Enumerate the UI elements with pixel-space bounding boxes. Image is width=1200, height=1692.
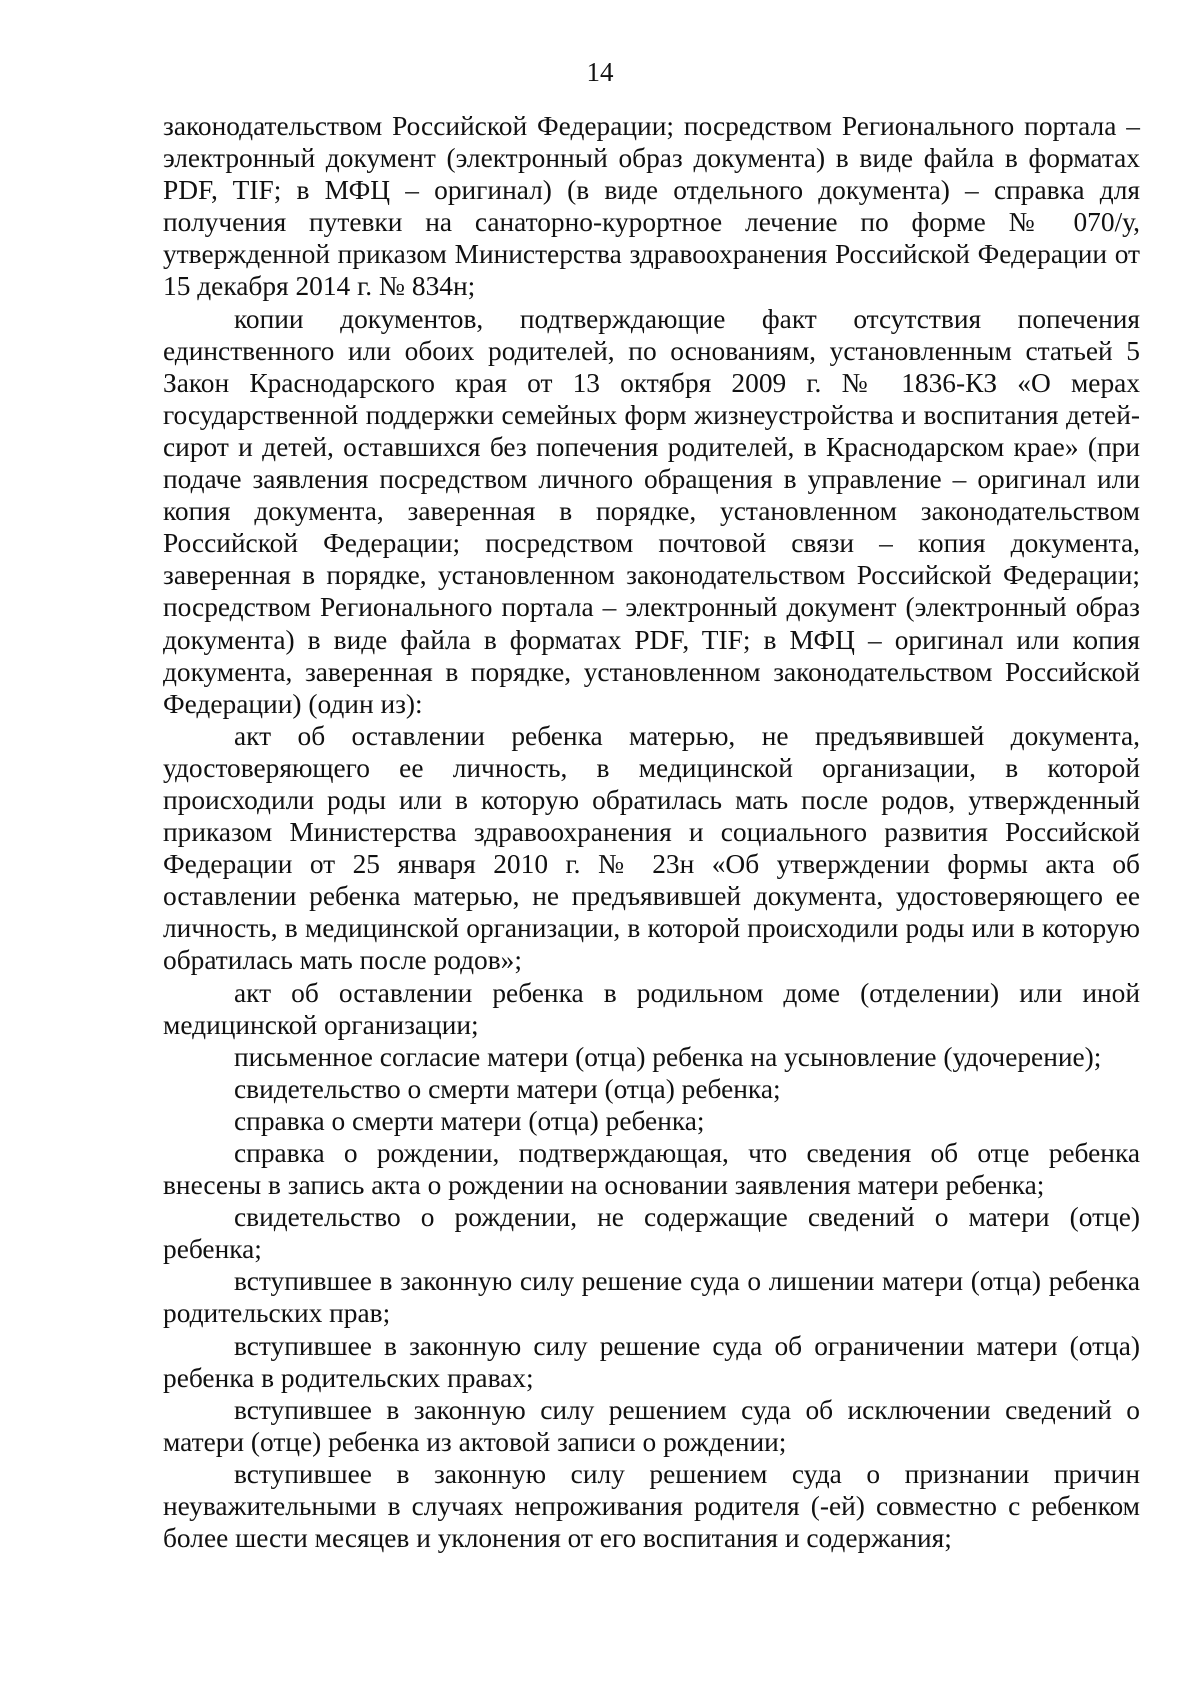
list-item-restriction-ruling: вступившее в законную силу решение суда об ограничении матери (отца) ребенка в родительских правах; [163, 1330, 1140, 1393]
paragraph-continuation: законодательством Российской Федерации; посредством Регионального портала – электронный документ (электронный образ документа) в виде файла в форматах PDF, TIF; в МФЦ – оригинал) (в виде отдельного документа) – справка для получения путевки на санаторно-курортное лечение по форме № 070/у, утвержденной приказом Министерства здравоохранения Российской Федерации от 15 декабря 2014 г. № 834н; [163, 111, 1140, 302]
list-item-absence-ruling: вступившее в законную силу решением суда о признании причин неуважительными в случаях непроживания родителя (-ей) совместно с ребенком более шести месяцев и уклонения от его воспитания и содержания; [163, 1458, 1140, 1554]
list-item-death-note: справка о смерти матери (отца) ребенка; [234, 1105, 705, 1136]
page-number: 14 [586, 57, 614, 87]
list-item-abandonment-act: акт об оставлении ребенка матерью, не предъявившей документа, удостоверяющего ее личность, в медицинской организации, в которой происходили роды или в которую обратилась мать после родов, утвержденный приказом Министерства здравоохранения и социального развития Российской Федерации от 25 января 2010 г. № 23н «Об утверждении формы акта об оставлении ребенка матерью, не предъявившей документа, удостоверяющего ее личность, в медицинской организации, в которой происходили роды или в которую обратилась мать после родов»; [163, 720, 1140, 976]
list-item-deprivation-ruling: вступившее в законную силу решение суда о лишении матери (отца) ребенка родительских прав; [163, 1266, 1140, 1329]
paragraph-document-copies: копии документов, подтверждающие факт отсутствия попечения единственного или обоих родителей, по основаниям, установленным статьей 5 Закон Краснодарского края от 13 октября 2009 г. № 1836-КЗ «О мерах государственной поддержки семейных форм жизнеустройства и воспитания детей-сирот и детей, оставшихся без попечения родителей, в Краснодарском крае» (при подаче заявления посредством личного обращения в управление – оригинал или копия документа, заверенная в порядке, установленном законодательством Российской Федерации; посредством почтовой связи – копия документа, заверенная в порядке, установленном законодательством Российской Федерации; посредством Регионального портала – электронный документ (электронный образ документа) в виде файла в форматах PDF, TIF; в МФЦ – оригинал или копия документа, заверенная в порядке, установленном законодательством Российской Федерации) (один из): [163, 303, 1140, 719]
list-item-death-certificate: свидетельство о смерти матери (отца) ребенка; [234, 1073, 781, 1104]
list-item-exclusion-ruling: вступившее в законную силу решением суда об исключении сведений о матери (отце) ребенка из актовой записи о рождении; [163, 1394, 1140, 1457]
list-item-adoption-consent: письменное согласие матери (отца) ребенка на усыновление (удочерение); [234, 1041, 1102, 1072]
list-item-maternity-act: акт об оставлении ребенка в родильном доме (отделении) или иной медицинской организации; [163, 977, 1140, 1040]
list-item-birth-note: справка о рождении, подтверждающая, что сведения об отце ребенка внесены в запись акта о рождении на основании заявления матери ребенка; [163, 1138, 1140, 1201]
document-body [163, 110, 1140, 1554]
list-item-birth-certificate: свидетельство о рождении, не содержащие сведений о матери (отце) ребенка; [163, 1202, 1140, 1265]
